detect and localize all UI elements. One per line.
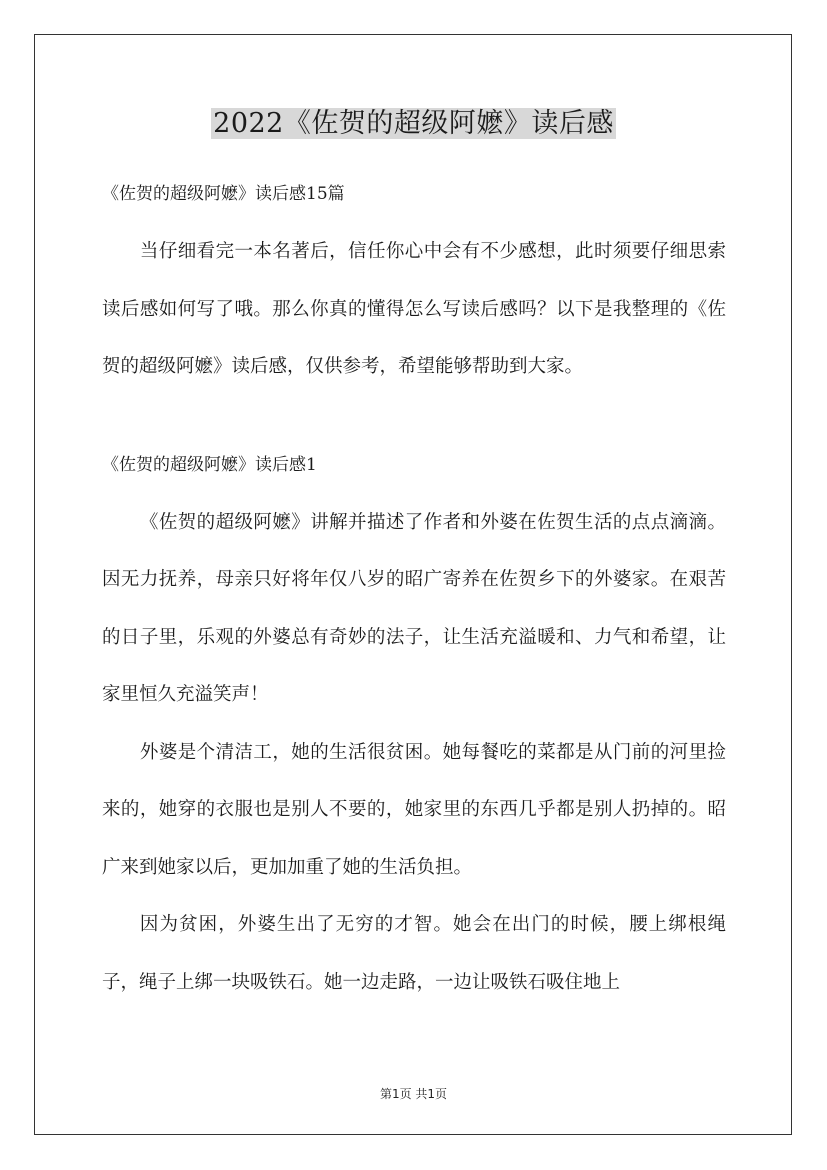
document-body xyxy=(102,165,726,1011)
section-heading: 《佐贺的超级阿嬷》读后感1 xyxy=(102,454,317,475)
document-title xyxy=(0,102,827,144)
document-title-text: 2022《佐贺的超级阿嬷》读后感 xyxy=(213,108,614,139)
intro-paragraph: 当仔细看完一本名著后，信任你心中会有不少感想，此时须要仔细思索读后感如何写了哦。那么你真的懂得怎么写读后感吗？以下是我整理的《佐贺的超级阿嬷》读后感，仅供参考，希望能够帮助到大家。 xyxy=(102,241,726,377)
document-subtitle: 《佐贺的超级阿嬷》读后感15篇 xyxy=(102,184,345,204)
page-footer: 第1页 共1页 xyxy=(379,1087,448,1101)
section-gap xyxy=(102,396,726,436)
body-paragraph-2: 外婆是个清洁工，她的生活很贫困。她每餐吃的菜都是从门前的河里捡来的，她穿的衣服也是别人不要的，她家里的东西几乎都是别人扔掉的。昭广来到她家以后，更加加重了她的生活负担。 xyxy=(102,741,726,878)
body-paragraph-3: 因为贫困，外婆生出了无穷的才智。她会在出门的时候，腰上绑根绳子，绳子上绑一块吸铁石。她一边走路，一边让吸铁石吸住地上 xyxy=(102,914,726,993)
body-paragraph-1: 《佐贺的超级阿嬷》讲解并描述了作者和外婆在佐贺生活的点点滴滴。因无力抚养，母亲只好将年仅八岁的昭广寄养在佐贺乡下的外婆家。在艰苦的日子里，乐观的外婆总有奇妙的法子，让生活充溢暖和、力气和希望，让家里恒久充溢笑声！ xyxy=(102,511,726,705)
